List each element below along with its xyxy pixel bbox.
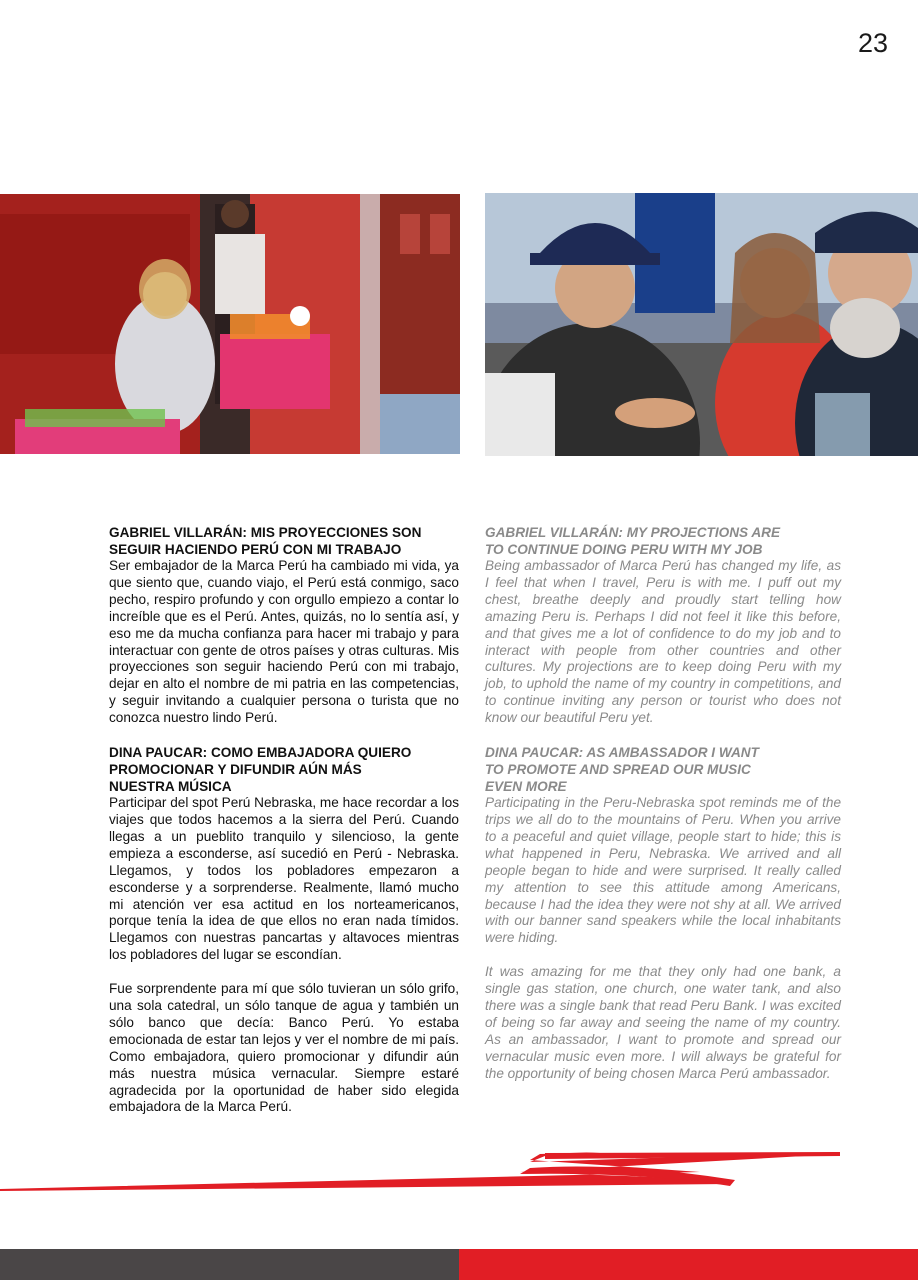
heading-line: TO PROMOTE AND SPREAD OUR MUSIC <box>485 762 751 778</box>
heading-line: DINA PAUCAR: AS AMBASSADOR I WANT <box>485 745 759 761</box>
spanish-body-dina-2: Fue sorprendente para mí que sólo tuvieran un sólo grifo, una sola catedral, un sólo tanque de agua y también un sólo banco que decía: Banco Perú. Yo estaba emocionada de estar tan lejos y ver el nombre de mi país. Como embajadora, quiero promocionar y difundir aún más nuestra música vernacular. Siempre estaré agradecida por la oportunidad de haber sido elegida embajadora de la Marca Perú. <box>109 981 459 1115</box>
english-heading-dina <box>485 744 841 795</box>
spanish-heading-dina <box>109 744 459 795</box>
english-column <box>485 524 841 1083</box>
spanish-body-gabriel: Ser embajador de la Marca Perú ha cambiado mi vida, ya que siento que, cuando viajo, el Perú está conmigo, saco pecho, respiro profundo y con orgullo empiezo a contar lo increíble que es el Perú. Antes, quizás, no lo sentía así, y eso me da mucha confianza para hacer mi trabajo y para interactuar con gente de otros países y otras culturas. Mis proyecciones son seguir haciendo Perú con mi trabajo, dejar en alto el nombre de mi patria en las competencias, y seguir invitando a cualquier persona o turista que no conozca nuestro lindo Perú. <box>109 558 459 726</box>
heading-line: TO CONTINUE DOING PERU WITH MY JOB <box>485 542 763 557</box>
heading-line: SEGUIR HACIENDO PERÚ CON MI TRABAJO <box>109 542 402 557</box>
photo-people-looking-at-phone <box>485 193 918 456</box>
heading-line: NUESTRA MÚSICA <box>109 779 232 795</box>
english-body-dina-2: It was amazing for me that they only had one bank, a single gas station, one church, one water tank, and also there was a single bank that read Peru Bank. I was excited of being so far away and seeing the name of my country. As an ambassador, I want to promote and spread our vernacular music even more. I will always be grateful for the opportunity of being chosen Marca Perú ambassador. <box>485 964 841 1081</box>
heading-line: EVEN MORE <box>485 779 567 795</box>
footer-bar-gray <box>0 1249 459 1280</box>
photo-woman-with-baskets <box>0 194 460 454</box>
english-body-dina-1: Participating in the Peru-Nebraska spot reminds me of the trips we all do to the mountains of Peru. When you arrive to a peaceful and quiet village, people start to hide; this is what happened in Peru, Nebraska. We arrived and all people began to hide and were surprised. It really called my attention to see this attitude among Americans, because I had the idea they were not shy at all. We arrived with our banner sand speakers while the local inhabitants were hiding. <box>485 795 841 946</box>
english-body-gabriel: Being ambassador of Marca Perú has changed my life, as I feel that when I travel, Peru is with me. I puff out my chest, breathe deeply and proudly start telling how amazing Peru is. Perhaps I did not feel it like this before, and that gives me a lot of confidence to do my job and to interact with people from other countries and other cultures. My projections are to keep doing Peru with my job, to uphold the name of my country in competitions, and to continue inviting any person or tourist who does not know our beautiful Peru yet. <box>485 558 841 726</box>
heading-line: GABRIEL VILLARÁN: MIS PROYECCIONES SON <box>109 525 422 540</box>
heading-line: PROMOCIONAR Y DIFUNDIR AÚN MÁS <box>109 762 362 778</box>
spanish-body-dina-1: Participar del spot Perú Nebraska, me hace recordar a los viajes que todos hacemos a la sierra del Perú. Cuando llegas a un pueblito tranquilo y silencioso, la gente empieza a esconderse, así sucedió en Perú - Nebraska. Llegamos, y todos los pobladores empezaron a esconderse y a sorprenderse. Realmente, llamó mucho mi atención ver esa actitud en los norteamericanos, porque tenía la idea de que ellos no eran nada tímidos. Llegamos con nuestras pancartas y altavoces mientras los pobladores del lugar se escondían. <box>109 795 459 963</box>
footer-bar-red <box>459 1249 918 1280</box>
english-heading-gabriel <box>485 524 841 558</box>
heading-line: DINA PAUCAR: COMO EMBAJADORA QUIERO <box>109 745 412 761</box>
spanish-heading-gabriel <box>109 524 459 558</box>
spanish-column <box>109 524 459 1116</box>
page-number: 23 <box>857 28 888 58</box>
heading-line: GABRIEL VILLARÁN: MY PROJECTIONS ARE <box>485 525 781 540</box>
red-brush-swoosh <box>0 1140 918 1200</box>
